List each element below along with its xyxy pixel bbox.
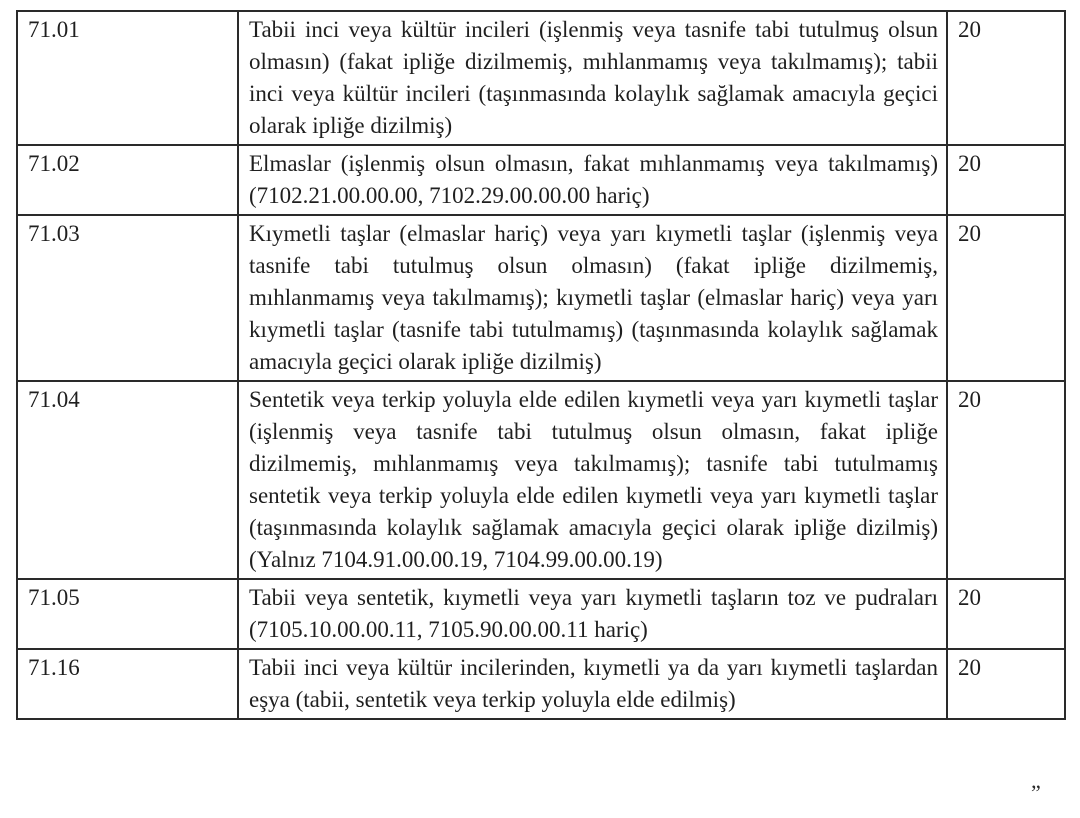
rate-cell: 20 <box>947 215 1065 381</box>
description-cell: Tabii inci veya kültür incilerinden, kıymetli ya da yarı kıymetli taşlardan eşya (tabii, sentetik veya terkip yoluyla elde edilmiş) <box>238 649 947 719</box>
tariff-code-cell: 71.01 <box>17 11 238 145</box>
tariff-code-cell: 71.03 <box>17 215 238 381</box>
tariff-code-cell: 71.05 <box>17 579 238 649</box>
closing-quote-mark: ” <box>1031 780 1041 805</box>
tariff-table <box>16 10 1066 720</box>
rate-cell: 20 <box>947 11 1065 145</box>
table-row <box>17 649 1065 719</box>
description-cell: Kıymetli taşlar (elmaslar hariç) veya yarı kıymetli taşlar (işlenmiş veya tasnife tabi tutulmuş olsun olmasın) (fakat ipliğe dizilmemiş, mıhlanmamış veya takılmamış); kıymetli taşlar (elmaslar hariç) veya yarı kıymetli taşlar (tasnife tabi tutulmamış) (taşınmasında kolaylık sağlamak amacıyla geçici olarak ipliğe dizilmiş) <box>238 215 947 381</box>
description-cell: Sentetik veya terkip yoluyla elde edilen kıymetli veya yarı kıymetli taşlar (işlenmiş veya tasnife tabi tutulmuş olsun olmasın, fakat ipliğe dizilmemiş, mıhlanmamış veya takılmamış); tasnife tabi tutulmamış sentetik veya terkip yoluyla elde edilen kıymetli veya yarı kıymetli taşlar (taşınmasında kolaylık sağlamak amacıyla geçici olarak ipliğe dizilmiş) (Yalnız 7104.91.00.00.19, 7104.99.00.00.19) <box>238 381 947 579</box>
rate-cell: 20 <box>947 649 1065 719</box>
description-cell: Elmaslar (işlenmiş olsun olmasın, fakat mıhlanmamış veya takılmamış) (7102.21.00.00.00, 7102.29.00.00.00 hariç) <box>238 145 947 215</box>
table-row <box>17 579 1065 649</box>
table-row <box>17 11 1065 145</box>
rate-cell: 20 <box>947 381 1065 579</box>
table-row <box>17 381 1065 579</box>
table-row <box>17 215 1065 381</box>
tariff-code-cell: 71.04 <box>17 381 238 579</box>
table-row <box>17 145 1065 215</box>
description-cell: Tabii inci veya kültür incileri (işlenmiş veya tasnife tabi tutulmuş olsun olmasın) (fakat ipliğe dizilmemiş, mıhlanmamış veya takılmamış); tabii inci veya kültür incileri (taşınmasında kolaylık sağlamak amacıyla geçici olarak ipliğe dizilmiş) <box>238 11 947 145</box>
tariff-code-cell: 71.02 <box>17 145 238 215</box>
rate-cell: 20 <box>947 145 1065 215</box>
rate-cell: 20 <box>947 579 1065 649</box>
tariff-code-cell: 71.16 <box>17 649 238 719</box>
description-cell: Tabii veya sentetik, kıymetli veya yarı kıymetli taşların toz ve pudraları (7105.10.00.00.11, 7105.90.00.00.11 hariç) <box>238 579 947 649</box>
